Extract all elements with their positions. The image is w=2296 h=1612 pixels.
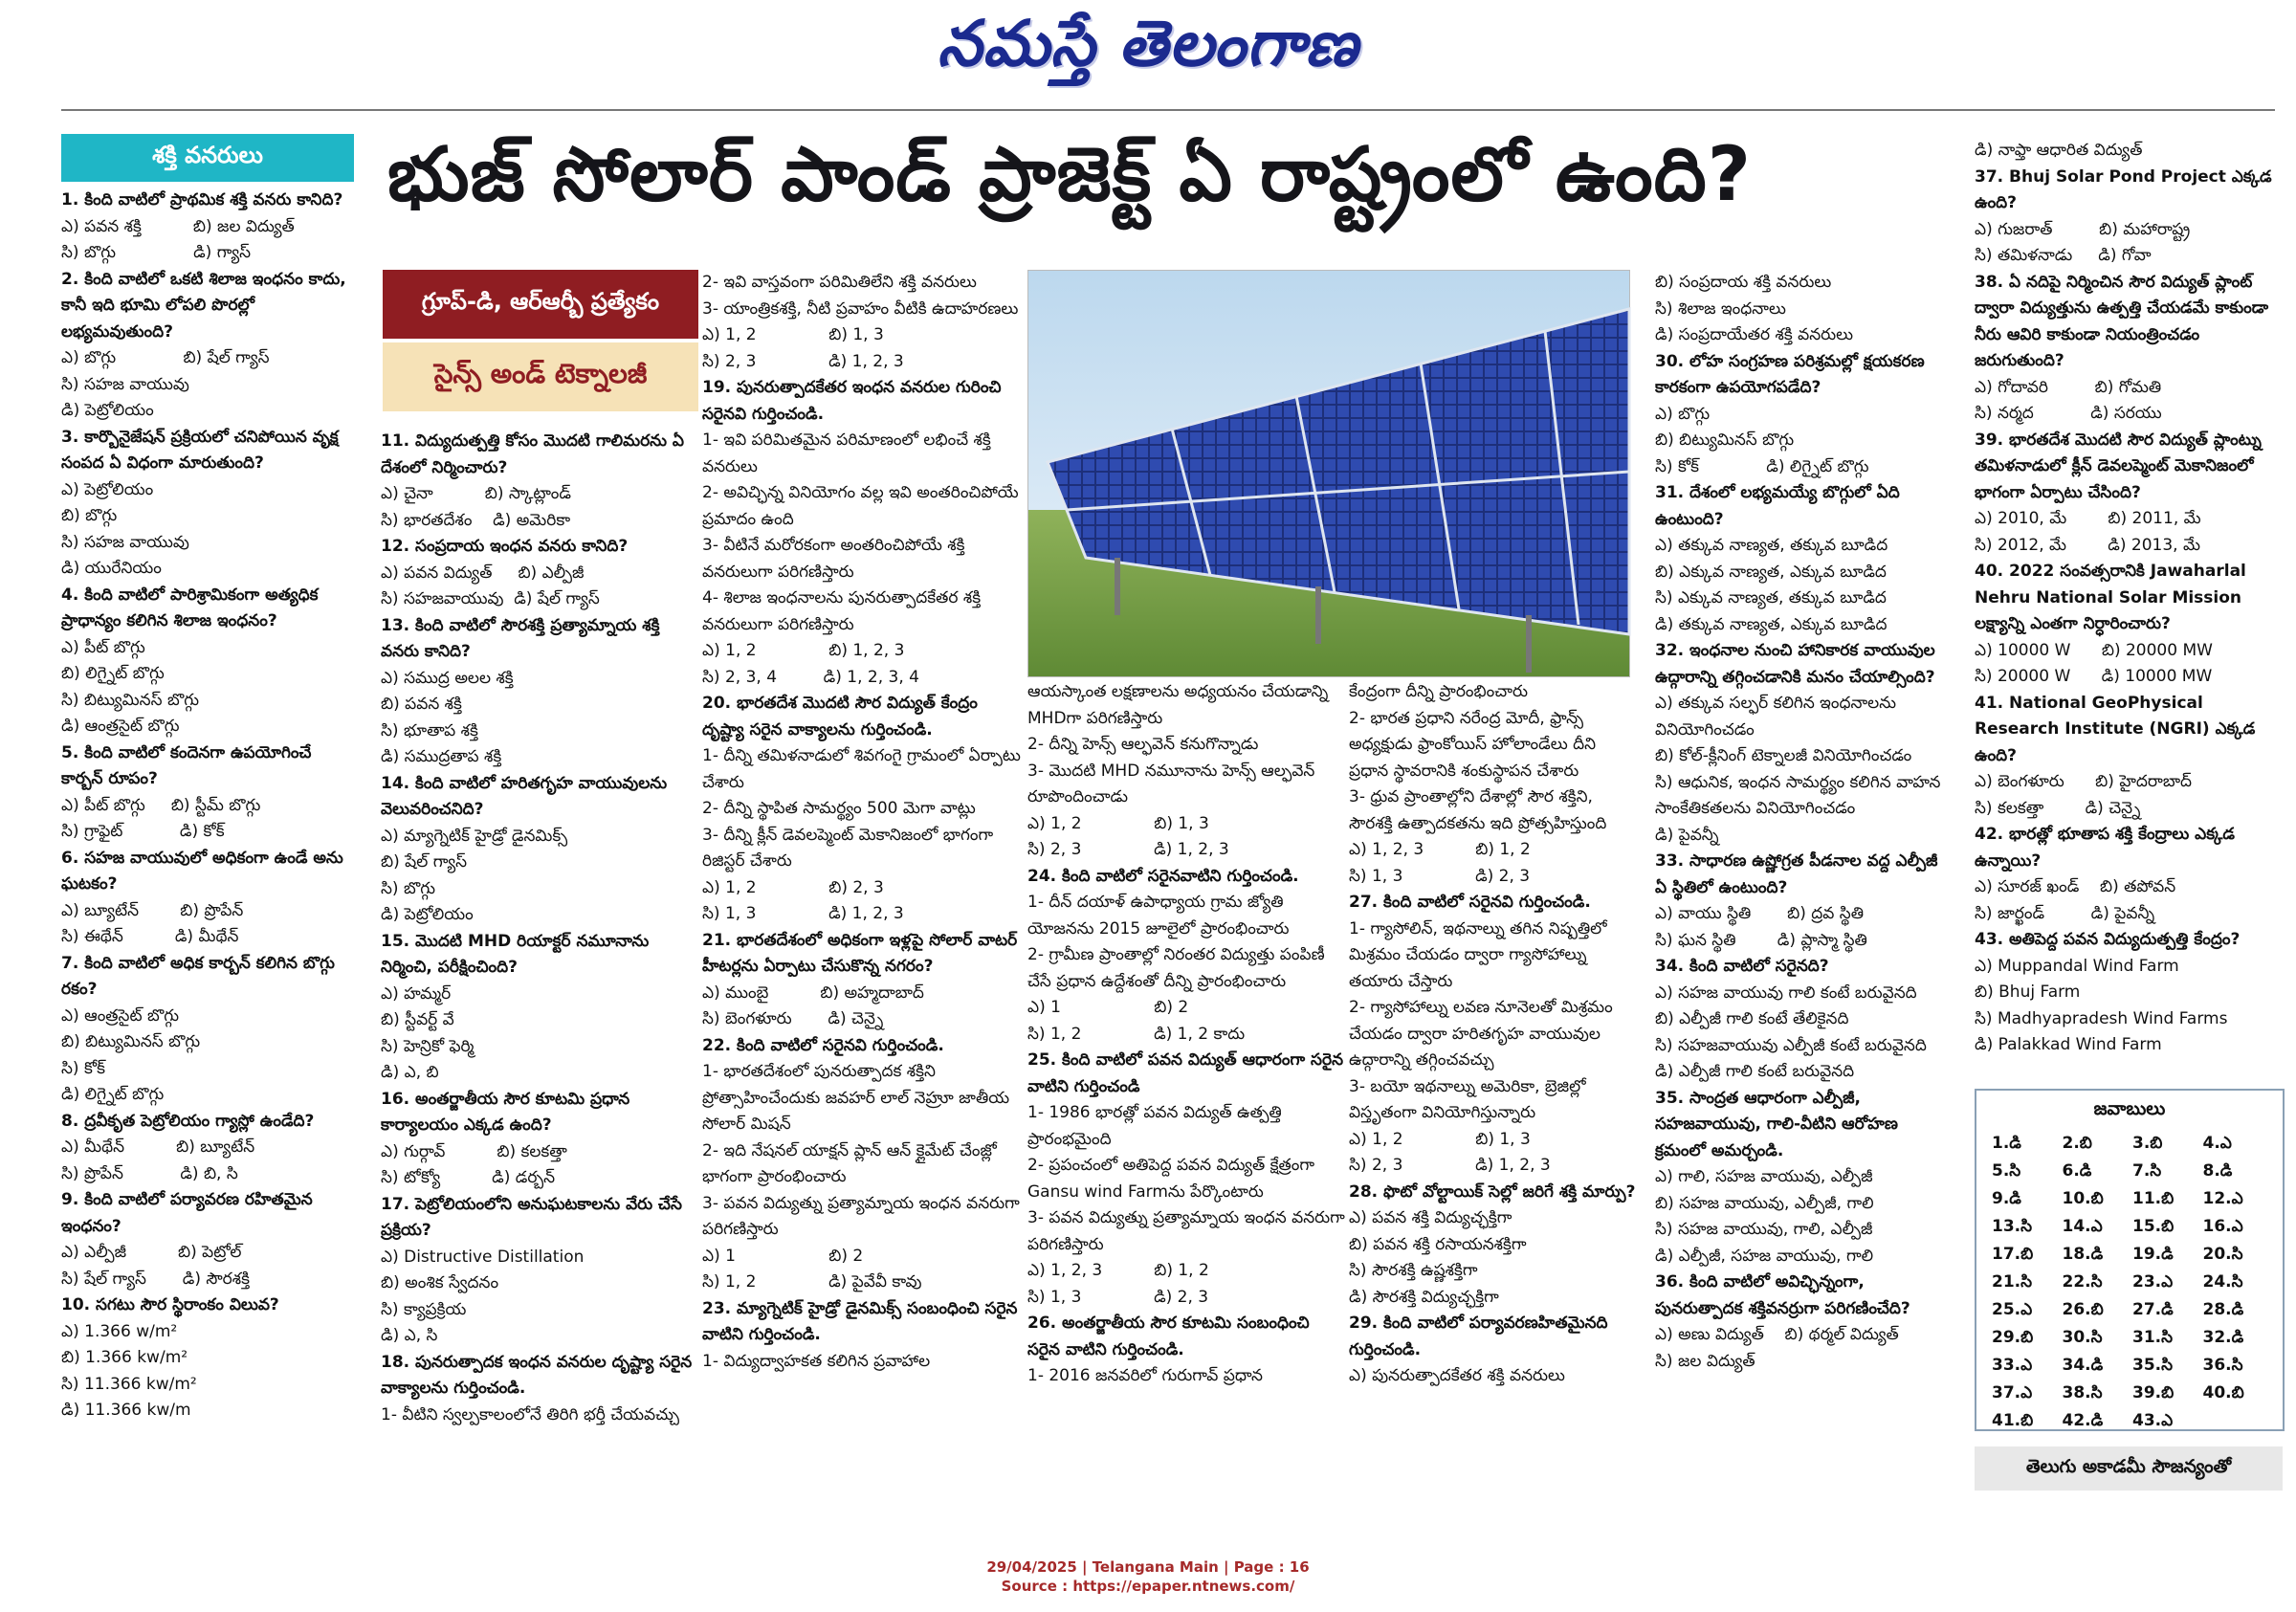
answer-cell: 12.ఎ (2202, 1189, 2243, 1208)
option-text: బి) బొగ్గు (61, 506, 118, 525)
option-text: ఎ) పవన శక్తి బి) జల విద్యుత్ (61, 216, 295, 236)
answer-cell: 9.డి (1992, 1189, 2021, 1208)
question-text: 27. కింది వాటిలో సరైనవి గుర్తించండి. (1349, 893, 1591, 912)
answer-cell: 20.సి (2202, 1245, 2243, 1264)
option-text: బి) ఎక్కువ నాణ్యత, ఎక్కువ బూడిద (1655, 562, 1887, 582)
option-text: బి) బిట్యుమినస్ బొగ్గు (1655, 431, 1795, 450)
option-text: ఎ) గుజరాత్ బి) మహారాష్ట్ర (1975, 219, 2191, 239)
answer-cell: 42.డి (2062, 1411, 2104, 1430)
solar-panels-photo (1027, 270, 1630, 677)
option-text: సి) 1, 3 డి) 1, 2, 3 (702, 904, 904, 923)
answer-cell: 39.బి (2132, 1383, 2175, 1402)
option-text: 2- ఇది నేషనల్ యాక్షన్ ప్లాన్ ఆన్ క్లైమేట్ చేంజ్లో భాగంగా ప్రారంభించారు (702, 1140, 1003, 1186)
question-text: 10. సగటు సౌర స్థిరాంకం విలువ? (61, 1295, 279, 1314)
option-text: ఎ) గుర్గావ్ బి) కలకత్తా (381, 1141, 567, 1161)
option-text: 2- అవిచ్ఛిన్న వినియోగం వల్ల ఇవి అంతరించిపోయే ప్రమాదం ఉంది (702, 483, 1025, 529)
question-text: 12. సంప్రదాయ ఇంధన వనరు కానిది? (381, 537, 629, 556)
option-text: ఎ) 1, 2 బి) 1, 2, 3 (702, 641, 905, 660)
option-text: సి) శిలాజ ఇంధనాలు (1655, 298, 1786, 319)
option-text: 3- బయో ఇథనాల్ను అమెరికా, బ్రెజిల్లో విస్తృతంగా వినియోగిస్తున్నారు (1349, 1076, 1591, 1122)
answer-cell: 38.సి (2062, 1383, 2103, 1402)
option-text: 3- మొదటి MHD నమూనాను హెన్స్ ఆల్ఫవెన్ రూపొందించాడు (1027, 761, 1320, 806)
option-text: ఎ) 10000 W బి) 20000 MW (1975, 640, 2213, 660)
option-text: ఎ) 1, 2, 3 బి) 1, 2 (1349, 840, 1531, 859)
option-text: ఎ) సూరజ్ ఖండ్ బి) తపోవన్ (1975, 877, 2176, 896)
answer-cell: 3.బి (2132, 1134, 2163, 1153)
option-text: సి) 11.366 kw/m² (61, 1374, 197, 1394)
question-text: 37. Bhuj Solar Pond Project ఎక్కడ ఉంది? (1975, 166, 2278, 212)
option-text: ఎ) బొగ్గు బి) షేల్ గ్యాస్ (61, 348, 270, 367)
option-text: ఎ) 1, 2 బి) 1, 3 (702, 325, 884, 344)
option-text: ఎ) 1, 2, 3 బి) 1, 2 (1027, 1261, 1209, 1280)
question-text: 7. కింది వాటిలో అధిక కార్బన్ కలిగిన బొగ్గు రకం? (61, 953, 341, 999)
option-text: బి) షేల్ గ్యాస్ (381, 852, 468, 872)
option-text: ఎ) బొగ్గు (1655, 404, 1711, 424)
option-text: ఎ) పవన శక్తి విద్యుచ్ఛక్తిగా (1349, 1208, 1512, 1227)
option-text: ఎ) పవన విద్యుత్ బి) ఎల్పీజీ (381, 563, 585, 583)
column-6 (1655, 270, 1952, 1517)
option-text: సి) టోక్యో డి) డర్బన్ (381, 1168, 556, 1187)
question-text: 4. కింది వాటిలో పారిశ్రామికంగా అత్యధిక ప్రాధాన్యం కలిగిన శిలాజ ఇంధనం? (61, 585, 324, 630)
option-text: ఎ) పీట్ బొగ్గు (61, 637, 145, 657)
answer-cell: 29.బి (1992, 1328, 2034, 1347)
option-text: డి) 11.366 kw/m (61, 1401, 191, 1420)
option-text: సి) భారతదేశం డి) అమెరికా (381, 510, 571, 530)
option-text: 1- దీన్ని తమిళనాడులో శివగంగై గ్రామంలో ఏర్పాటు చేశారు (702, 746, 1027, 792)
question-text: 16. అంతర్జాతీయ సౌర కూటమి ప్రధాన కార్యాలయం ఎక్కడ ఉంది? (381, 1089, 636, 1135)
question-text: 2. కింది వాటిలో ఒకటి శిలాజ ఇంధనం కాదు, కానీ ఇది భూమి లోపలి పొరల్లో లభ్యమవుతుంది? (61, 269, 352, 342)
page-footer (0, 1557, 2296, 1596)
solar-panels-illustration (1028, 271, 1629, 676)
answer-cell: 4.ఎ (2202, 1134, 2232, 1153)
option-text: 2- గ్రామీణ ప్రాంతాల్లో నిరంతర విద్యుత్తు పంపిణీ చేసే ప్రధాన ఉద్దేశంతో దీన్ని ప్రారంభించారు (1027, 945, 1331, 991)
masthead-logo: నమస్తే తెలంగాణ (937, 6, 1359, 80)
option-text: డి) తక్కువ నాణ్యత, ఎక్కువ బూడిద (1655, 614, 1888, 634)
answer-cell: 18.డి (2062, 1245, 2104, 1264)
option-text: ఎ) పెట్రోలియం (61, 479, 154, 499)
answer-cell: 28.డి (2202, 1300, 2244, 1319)
option-text: ఎ) 1, 2 బి) 2, 3 (702, 877, 884, 897)
option-text: సి) తమిళనాడు డి) గోవా (1975, 246, 2152, 265)
question-text: 29. కింది వాటిలో పర్యావరణహితమైనది గుర్తించండి. (1349, 1314, 1614, 1359)
option-text: 4- శిలాజ ఇంధనాలను పునరుత్పాదకేతర శక్తి వనరులుగా పరిగణిస్తారు (702, 588, 986, 634)
option-text: సి) 20000 W డి) 10000 MW (1975, 667, 2213, 686)
question-text: 5. కింది వాటిలో కందెనగా ఉపయోగించే కార్బన్ రూపం? (61, 742, 318, 788)
question-text: 14. కింది వాటిలో హరితగృహ వాయువులను వెలువరించనిది? (381, 773, 673, 819)
option-text: 1- 2016 జనవరిలో గురుగావ్ ప్రధాన (1027, 1366, 1263, 1385)
column-1 (61, 188, 358, 1517)
answer-cell: 7.సి (2132, 1161, 2162, 1181)
option-text: ఎ) Muppandal Wind Farm (1975, 956, 2179, 976)
option-text: 2- గ్యాసోహాల్ను లవణ నూనెలతో మిశ్రమం చేయడం ద్వారా హరితగృహ వాయువుల ఉద్గారాన్ని తగ్గించవచ్చు (1349, 998, 1619, 1070)
option-text: ఎ) బెంగళూరు బి) హైదరాబాద్ (1975, 772, 2193, 791)
option-text: బి) పవన శక్తి (381, 695, 462, 714)
footer-source: Source : https://epaper.ntnews.com/ (1001, 1578, 1295, 1595)
option-text: బి) స్టీవర్ట్ వే (381, 1010, 454, 1029)
question-text: 13. కింది వాటిలో సౌరశక్తి ప్రత్యామ్నాయ శక్తి వనరు కానిది? (381, 615, 666, 661)
option-text: డి) ఎ, బి (381, 1063, 439, 1082)
option-text: ఎ) 1, 2 బి) 1, 3 (1349, 1129, 1531, 1149)
question-text: 34. కింది వాటిలో సరైనది? (1655, 957, 1829, 976)
option-text: సి) బొగ్గు డి) గ్యాస్ (61, 243, 252, 262)
option-text: డి) లిగ్నైట్ బొగ్గు (61, 1085, 165, 1104)
answer-cell: 32.డి (2202, 1328, 2244, 1347)
option-text: సి) బెంగళూరు డి) చెన్నై (702, 1009, 884, 1028)
option-text: సి) షేల్ గ్యాస్ డి) సౌరశక్తి (61, 1269, 250, 1289)
option-text: సి) బిట్యుమినస్ బొగ్గు (61, 690, 200, 710)
option-text: సి) ఎక్కువ నాణ్యత, తక్కువ బూడిద (1655, 588, 1887, 607)
option-text: 2- దీన్ని హెన్స్ ఆల్ఫవెన్ కనుగొన్నాడు (1027, 735, 1259, 754)
option-text: బి) లిగ్నైట్ బొగ్గు (61, 664, 165, 683)
option-text: సి) 1, 3 డి) 2, 3 (1349, 866, 1531, 886)
question-text: 22. కింది వాటిలో సరైనవి గుర్తించండి. (702, 1035, 944, 1055)
option-text: సి) క్యాప్రక్రియ (381, 1299, 467, 1319)
option-text: 3- పవన విద్యుత్ను ప్రత్యామ్నాయ ఇంధన వనరుగా పరిగణిస్తారు (702, 1193, 1026, 1239)
answer-cell: 22.సి (2062, 1272, 2103, 1292)
option-text: సి) Madhyapradesh Wind Farms (1975, 1008, 2228, 1028)
question-text: 15. మొదటి MHD రియాక్టర్ నమూనాను నిర్మించి, పరీక్షించింది? (381, 931, 655, 977)
question-text: 28. ఫొటో వోల్టాయిక్ సెల్లో జరిగే శక్తి మార్పు? (1349, 1181, 1636, 1202)
question-text: 36. కింది వాటిలో అవిచ్ఛిన్నంగా, పునరుత్పాదక శక్తివనర్రుగా పరిగణించేది? (1655, 1272, 1910, 1318)
option-text: ఎ) హమ్మర్ (381, 983, 452, 1004)
option-text: ఎ) అణు విద్యుత్ బి) థర్మల్ విద్యుత్ (1655, 1325, 1899, 1344)
answer-cell: 16.ఎ (2202, 1217, 2243, 1236)
question-text: 30. లోహ సంగ్రహణ పరిశ్రమల్లో క్షయకరణ కారకంగా ఉపయోగపడేది? (1655, 351, 1931, 397)
option-text: ఎ) తక్కువ నాణ్యత, తక్కువ బూడిద (1655, 536, 1888, 555)
option-text: ఎ) సముద్ర అలల శక్తి (381, 668, 514, 688)
option-text: ఎ) ఆంత్రసైట్ బొగ్గు (61, 1005, 180, 1026)
option-text: 3- దీన్ని క్లీన్ డెవలప్మెంట్ మెకానిజంలో భాగంగా రిజిస్టర్ చేశారు (702, 825, 999, 871)
question-text: 38. ఏ నదిపై నిర్మించిన సౌర విద్యుత్ ప్లాంట్ ద్వారా విద్యుత్తును ఉత్పత్తి చేయడమే కాకుండా నీరు ఆవిరి కాకుండా నియంత్రించడం జరుగుతుంది? (1975, 272, 2275, 370)
option-text: డి) పెట్రోలియం (61, 401, 154, 420)
option-text: సి) గ్రాఫైట్ డి) కోక్ (61, 822, 225, 841)
option-text: ఎ) గోదావరి బి) గోమతి (1975, 377, 2162, 397)
masthead-divider (61, 109, 2275, 111)
option-text: సి) కోక్ డి) లిగ్నైట్ బొగ్గు (1655, 456, 1869, 476)
question-text: 20. భారతదేశ మొదటి సౌర విద్యుత్ కేంద్రం దృష్ట్యా సరైన వాక్యాలను గుర్తించండి. (702, 694, 983, 740)
option-text: డి) పైవన్నీ (1655, 825, 1719, 845)
option-text: సి) 2, 3 డి) 1, 2, 3 (702, 351, 904, 371)
option-text: 1- వీటిని స్వల్పకాలంలోనే తిరిగి భర్తీ చేయవచ్చు (381, 1404, 680, 1424)
credit-line: తెలుగు అకాడమీ సౌజన్యంతో (1975, 1446, 2283, 1491)
subject-box: సైన్స్ అండ్ టెక్నాలజీ (383, 342, 698, 411)
option-text: ఎ) 1, 2 బి) 1, 3 (1027, 813, 1209, 833)
answer-cell: 35.సి (2132, 1356, 2174, 1375)
option-text: సి) కలకత్తా డి) చెన్నై (1975, 798, 2141, 818)
answer-cell: 5.సి (1992, 1161, 2021, 1181)
option-text: 2- దీన్ని స్థాపిత సామర్థ్యం 500 మెగా వాట్లు (702, 799, 976, 818)
option-text: 3- యాంత్రికశక్తి, నీటి ప్రవాహం వీటికి ఉదాహరణలు (702, 298, 1019, 319)
option-text: డి) నాఫ్తా ఆధారిత విద్యుత్ (1975, 141, 2143, 160)
option-text: ఎ) వాయు స్థితి బి) ద్రవ స్థితి (1655, 904, 1865, 923)
option-text: డి) ఎ, సి (381, 1326, 438, 1345)
option-text: బి) ఎల్పీజీ గాలి కంటే తేలికైనది (1655, 1009, 1849, 1028)
option-text: సి) 2012, మే డి) 2013, మే (1975, 535, 2200, 555)
answer-cell: 31.సి (2132, 1328, 2174, 1347)
answer-cell: 15.బి (2132, 1217, 2175, 1236)
option-text: 3- వీటినే మరోరకంగా అంతరించిపోయే శక్తి వనరులుగా పరిగణిస్తారు (702, 536, 970, 582)
option-text: డి) సముద్రతాప శక్తి (381, 747, 502, 766)
option-text: సి) ఘన స్థితి డి) ప్లాస్మా స్థితి (1655, 930, 1867, 950)
answer-cell: 1.డి (1992, 1134, 2021, 1153)
option-text: సి) సహజ వాయువు (61, 532, 189, 552)
option-text: బి) Bhuj Farm (1975, 983, 2081, 1002)
option-text: 1- దీన్ దయాళ్ ఉపాధ్యాయ గ్రామ జ్యోతి యోజనను 2015 జూలైలో ప్రారంభించారు (1027, 893, 1290, 938)
option-text: ఎ) గాలి, సహజ వాయువు, ఎల్పీజీ (1655, 1167, 1873, 1186)
column-5 (1349, 679, 1636, 1517)
option-text: 1- ఇవి పరిమితమైన పరిమాణంలో లభించే శక్తి వనరులు (702, 431, 997, 476)
option-text: ఎ) సహజ వాయువు గాలి కంటే బరువైనది (1655, 983, 1917, 1003)
option-text: సి) జార్ఖండ్ డి) పైవన్నీ (1975, 903, 2155, 923)
option-text: ఎ) 1 బి) 2 (1027, 998, 1189, 1017)
question-text: 19. పునరుత్పాదకేతర ఇంధన వనరుల గురించి సరైనవి గుర్తించండి. (702, 378, 1007, 424)
option-text: సి) సహజవాయువు ఎల్పీజీ కంటే బరువైనది (1655, 1035, 1927, 1055)
option-text: సి) సహజవాయువు డి) షేల్ గ్యాస్ (381, 589, 600, 608)
option-text: 2- ప్రపంచంలో అతిపెద్ద పవన విద్యుత్ క్షేత్రంగా Gansu wind Farmను పేర్కొంటారు (1027, 1156, 1320, 1202)
answer-cell: 40.బి (2202, 1383, 2244, 1402)
option-text: ఎ) 1.366 w/m² (61, 1321, 178, 1341)
answer-cell: 33.ఎ (1992, 1356, 2033, 1375)
option-text: సి) బొగ్గు (381, 878, 436, 898)
question-text: 41. National GeoPhysical Research Institute (NGRI) ఎక్కడ ఉంది? (1975, 693, 2262, 765)
column-4 (1027, 679, 1351, 1517)
option-text: ఎ) బ్యూటేన్ బి) ప్రొపేన్ (61, 900, 244, 920)
option-text: ఆయస్కాంత లక్షణాలను అధ్యయనం చేయడాన్ని MHDగా పరిగణిస్తారు (1027, 682, 1334, 728)
option-text: సి) 1, 2 డి) 1, 2 కాదు (1027, 1024, 1246, 1044)
question-text: 25. కింది వాటిలో పవన విద్యుత్ ఆధారంగా సరైన వాటిని గుర్తించండి (1027, 1050, 1349, 1096)
question-text: 42. భారత్లో భూతాప శక్తి కేంద్రాలు ఎక్కడ ఉన్నాయి? (1975, 825, 2241, 871)
column-3 (702, 270, 1027, 1517)
answer-cell: 34.డి (2062, 1356, 2104, 1375)
answer-cell: 11.బి (2132, 1189, 2175, 1208)
question-text: 3. కార్బొనైజేషన్ ప్రక్రియలో చనిపోయిన వృక్ష సంపద ఏ విధంగా మారుతుంది? (61, 427, 344, 473)
option-text: బి) బిట్యుమినస్ బొగ్గు (61, 1032, 201, 1051)
section-tag: శక్తి వనరులు (61, 134, 354, 182)
option-text: బి) పవన శక్తి రసాయనశక్తిగా (1349, 1234, 1527, 1254)
option-text: ఎ) ఎల్పీజీ బి) పెట్రోల్ (61, 1243, 242, 1262)
answer-cell: 21.సి (1992, 1272, 2033, 1292)
question-text: 31. దేశంలో లభ్యమయ్యే బొగ్గులో ఏది ఉంటుంది? (1655, 483, 1906, 529)
option-text: డి) ఎల్పీజీ, సహజ వాయువు, గాలి (1655, 1246, 1874, 1266)
answer-cell: 24.సి (2202, 1272, 2243, 1292)
option-text: 1- గ్యాసోలిన్, ఇథనాల్ను తగిన నిష్పత్తిలో మిశ్రమం చేయడం ద్వారా గ్యాసోహాల్ను తయారు చేస్తారు (1349, 918, 1613, 991)
option-text: సి) సహజ వాయువు, గాలి, ఎల్పీజీ (1655, 1220, 1873, 1239)
answer-cell: 19.డి (2132, 1245, 2174, 1264)
answer-cell: 30.సి (2062, 1328, 2103, 1347)
answer-cell: 25.ఎ (1992, 1300, 2033, 1319)
option-text: డి) ఎల్పీజీ గాలి కంటే బరువైనది (1655, 1062, 1855, 1081)
option-text: ఎ) పునరుత్పాదకేతర శక్తి వనరులు (1349, 1366, 1565, 1385)
option-text: సి) 2, 3, 4 డి) 1, 2, 3, 4 (702, 667, 919, 687)
question-text: 24. కింది వాటిలో సరైనవాటిని గుర్తించండి. (1027, 866, 1299, 886)
footer-date-page: 29/04/2025 | Telangana Main | Page : 16 (986, 1558, 1310, 1576)
question-text: 17. పెట్రోలియంలోని అనుఘటకాలను వేరు చేసే ప్రక్రియ? (381, 1194, 688, 1240)
answer-cell: 27.డి (2132, 1300, 2174, 1319)
answer-cell: 41.బి (1992, 1411, 2034, 1430)
question-text: 26. అంతర్జాతీయ సౌర కూటమి సంబంధించి సరైన వాటిని గుర్తించండి. (1027, 1314, 1315, 1359)
option-text: డి) Palakkad Wind Farm (1975, 1035, 2162, 1054)
option-text: కేంద్రంగా దీన్ని ప్రారంభించారు (1349, 682, 1528, 701)
answer-cell: 2.బి (2062, 1134, 2092, 1153)
answer-cell: 6.డి (2062, 1161, 2092, 1181)
option-text: ఎ) మీథేన్ బి) బ్యూటేన్ (61, 1137, 255, 1157)
option-text: ఎ) తక్కువ సల్ఫర్ కలిగిన ఇంధనాలను వినియోగించడం (1655, 694, 1902, 740)
option-text: 1- 1986 భారత్లో పవన విద్యుత్ ఉత్పత్తి ప్రారంభమైంది (1027, 1103, 1288, 1149)
option-text: సి) 1, 3 డి) 2, 3 (1027, 1287, 1209, 1307)
option-text: 2- భారత ప్రధాని నరేంద్ర మోదీ, ఫ్రాన్స్ అధ్యక్షుడు ఫ్రాంకోయిస్ హోలాండేలు దీని ప్రధాన స్థావరానికి శంకుస్థాపన చేశారు (1349, 708, 1601, 781)
option-text: సి) ఆధునిక, ఇంధన సామర్థ్యం కలిగిన వాహన సాంకేతికతలను వినియోగించడం (1655, 772, 1946, 818)
option-text: ఎ) 1 బి) 2 (702, 1246, 864, 1266)
option-text: సి) ఈథేన్ డి) మీథేన్ (61, 927, 239, 946)
question-text: 39. భారతదేశ మొదటి సౌర విద్యుత్ ప్లాంట్ను తమిళనాడులో క్లీన్ డెవలప్మెంట్ మెకానిజంలో భాగంగా ఏర్పాటు చేసింది? (1975, 430, 2267, 502)
option-text: ఎ) పీట్ బొగ్గు బి) స్టీమ్ బొగ్గు (61, 795, 261, 815)
question-text: 11. విద్యుదుత్పత్తి కోసం మొదటి గాలిమరను ఏ దేశంలో నిర్మించారు? (381, 431, 690, 477)
question-text: 23. మ్యాగ్నెటిక్ హైడ్రో డైనమిక్స్ సంబంధించి సరైన వాటిని గుర్తించండి. (702, 1298, 1024, 1344)
option-text: డి) సంప్రదాయేతర శక్తి వనరులు (1655, 325, 1854, 344)
answer-cell: 14.ఎ (2062, 1217, 2103, 1236)
answer-key (1975, 1089, 2285, 1431)
answer-grid (1976, 1124, 2283, 1435)
option-text: సి) 2, 3 డి) 1, 2, 3 (1349, 1156, 1551, 1175)
option-text: సి) 1, 2 డి) పైవేవీ కావు (702, 1272, 922, 1292)
option-text: 3- ధ్రువ ప్రాంతాల్లోని దేశాల్లో సౌర శక్తిని, సౌరశక్తి ఉత్పాదకతను ఇది ప్రోత్సహిస్తుంది (1349, 787, 1607, 833)
question-text: 1. కింది వాటిలో ప్రాథమిక శక్తి వనరు కానిది? (61, 190, 343, 210)
answer-cell: 10.బి (2062, 1189, 2104, 1208)
option-text: ఎ) ముంబై బి) అహ్మదాబాద్ (702, 983, 924, 1003)
option-text: సి) జల విద్యుత్ (1655, 1351, 1755, 1371)
option-text: 1- విద్యుద్వాహకత కలిగిన ప్రవాహాల (702, 1351, 931, 1371)
option-text: డి) పెట్రోలియం (381, 905, 474, 924)
option-text: 3- పవన విద్యుత్ను ప్రత్యామ్నాయ ఇంధన వనరుగా పరిగణిస్తారు (1027, 1208, 1351, 1254)
option-text: డి) ఆంత్రసైట్ బొగ్గు (61, 717, 180, 736)
question-text: 6. సహజ వాయువులో అధికంగా ఉండే అను ఘటకం? (61, 848, 349, 894)
option-text: ఎ) Distructive Distillation (381, 1247, 585, 1267)
option-text: 2- ఇవి వాస్తవంగా పరిమితిలేని శక్తి వనరులు (702, 273, 977, 292)
page-headline: భుజ్ సోలార్ పాండ్ ప్రాజెక్ట్ ఏ రాష్ట్రంలో ఉంది? (387, 132, 1752, 218)
option-text: బి) 1.366 kw/m² (61, 1348, 188, 1367)
option-text: సి) సౌరశక్తి ఉష్ణశక్తిగా (1349, 1261, 1478, 1280)
option-text: బి) సహజ వాయువు, ఎల్పీజీ, గాలి (1655, 1193, 1874, 1213)
answer-cell: 8.డి (2202, 1161, 2233, 1181)
option-text: డి) సౌరశక్తి విద్యుచ్ఛక్తిగా (1349, 1287, 1499, 1307)
option-text: సి) 2, 3 డి) 1, 2, 3 (1027, 840, 1229, 859)
answer-cell: 36.సి (2202, 1356, 2243, 1375)
question-text: 21. భారతదేశంలో అధికంగా ఇళ్లపై సోలార్ వాటర్ హీటర్లను ఏర్పాటు చేసుకొన్న నగరం? (702, 930, 1024, 976)
question-text: 40. 2022 సంవత్సరానికి Jawaharlal Nehru National Solar Mission లక్ష్యాన్ని ఎంతగా నిర్ధారించారు? (1975, 562, 2252, 633)
option-text: సి) హెన్రికో ఫెర్మి (381, 1036, 475, 1056)
masthead (0, 0, 2296, 105)
question-text: 18. పునరుత్పాదక ఇంధన వనరుల దృష్ట్యా సరైన వాక్యాలను గుర్తించండి. (381, 1352, 698, 1398)
answer-cell: 43.ఎ (2132, 1411, 2174, 1430)
answer-key-title: జవాబులు (2093, 1098, 2166, 1119)
question-text: 9. కింది వాటిలో పర్యావరణ రహితమైన ఇంధనం? (61, 1190, 319, 1236)
option-text: సి) కోక్ (61, 1058, 106, 1078)
question-text: 43. అతిపెద్ద పవన విద్యుదుత్పత్తి కేంద్రం? (1975, 930, 2241, 949)
option-text: ఎ) 2010, మే బి) 2011, మే (1975, 509, 2201, 528)
special-box: గ్రూప్-డి, ఆర్ఆర్బీ ప్రత్యేకం (383, 270, 698, 339)
option-text: బి) అంశిక స్వేదనం (381, 1273, 499, 1292)
answer-cell: 13.సి (1992, 1217, 2033, 1236)
answer-cell: 23.ఎ (2132, 1272, 2174, 1292)
option-text: సి) ప్రొపేన్ డి) బి, సి (61, 1163, 238, 1183)
answer-cell: 37.ఎ (1992, 1383, 2033, 1402)
question-text: 8. ద్రవీకృత పెట్రోలియం గ్యాస్లో ఉండేది? (61, 1111, 315, 1131)
option-text: డి) యురేనియం (61, 559, 162, 578)
answer-cell: 17.బి (1992, 1245, 2034, 1264)
option-text: సి) నర్మద డి) సరయు (1975, 404, 2162, 423)
option-text: ఎ) చైనా బి) స్కాట్లాండ్ (381, 484, 571, 503)
option-text: బి) కోల్-క్లీనింగ్ టెక్నాలజీ వినియోగించడం (1655, 746, 1912, 765)
question-text: 33. సాధారణ ఉష్ణోగ్రత పీడనాల వద్ద ఎల్పీజీ ఏ స్థితిలో ఉంటుంది? (1655, 851, 1944, 897)
question-text: 35. సాంద్రత ఆధారంగా ఎల్పీజీ, సహజవాయువు, గాలి-వీటిని ఆరోహణ క్రమంలో అమర్చండి. (1655, 1088, 1904, 1160)
question-text: 32. ఇంధనాల నుంచి హానికారక వాయువుల ఉద్గారాన్ని తగ్గించడానికి మనం చేయాల్సింది? (1655, 641, 1941, 687)
option-text: ఎ) మ్యాగ్నెటిక్ హైడ్రో డైనమిక్స్ (381, 826, 568, 846)
option-text: 1- భారతదేశంలో పునరుత్పాదక శక్తిని ప్రోత్సాహించేందుకు జవహర్ లాల్ నెహ్రూ జాతీయ సోలార్ మిషన్ (702, 1062, 1015, 1134)
column-7 (1975, 138, 2283, 1085)
answer-cell: 26.బి (2062, 1300, 2104, 1319)
option-text: సి) భూతాప శక్తి (381, 720, 478, 740)
option-text: బి) సంప్రదాయ శక్తి వనరులు (1655, 273, 1832, 292)
option-text: సి) సహజ వాయువు (61, 374, 189, 394)
column-2 (381, 429, 702, 1517)
